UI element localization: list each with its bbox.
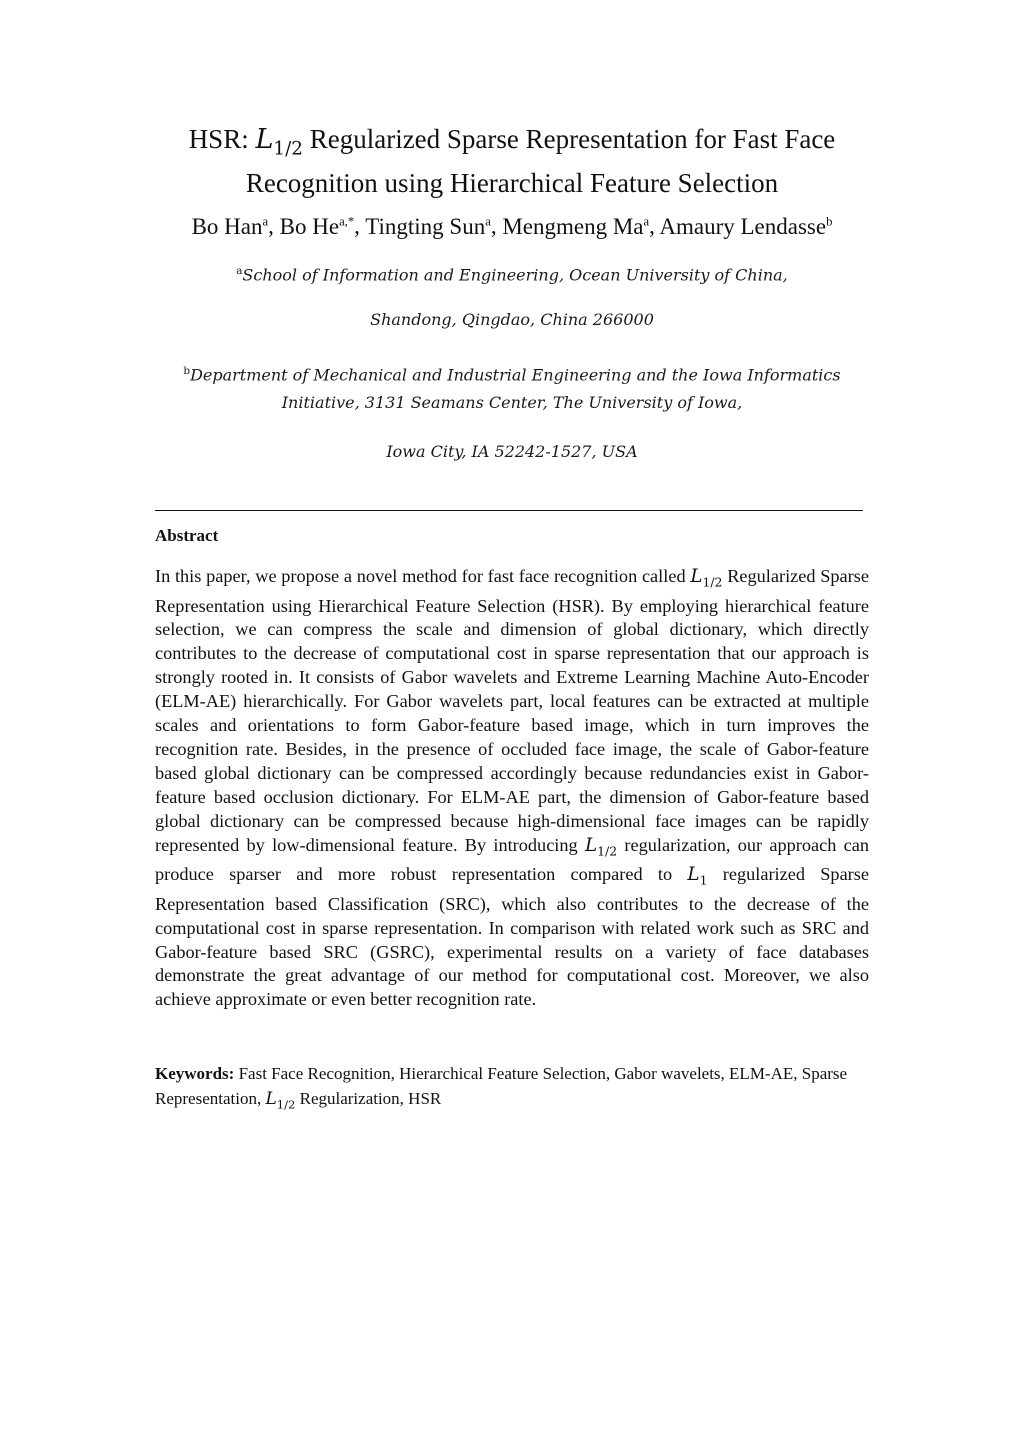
title-prefix: HSR: [188,124,256,154]
author: Bo Han$^a$ [191,213,269,239]
keywords: Keywords: Fast Face Recognition, Hierarchical Feature Selection, Gabor wavelets, ELM-AE, Sparse Representation, $L_{1/2}$ Regularization, HSR [155,1064,848,1112]
abstract-body: In this paper, we propose a novel method for fast face recognition called $L_{1/2}$ Regularized Sparse Representation using Hierarchical Feature Selection (HSR). By employing hierarchical feature selection, we can compress the scale and dimension of global dictionary, which directly contributes to the decrease of computational cost in sparse representation that our approach is strongly rooted in. It consists of Gabor wavelets and Extreme Learning Machine Auto-Encoder (ELM-AE) hierarchically. For Gabor wavelets part, local features can be extracted at multiple scales and orientations to form Gabor-feature based image, which in turn improves the recognition rate. Besides, in the presence of occluded face image, the scale of Gabor-feature based global dictionary can be compressed accordingly because redundancies exist in Gabor-feature based occlusion dictionary. For ELM-AE part, the dimension of Gabor-feature based global dictionary can be compressed because high-dimensional face images can be rapidly represented by low-dimensional feature. By introducing $L_{1/2}$ regularization, our approach can produce sparser and more robust representation compared to $L_1$ regularized Sparse Representation based Classification (SRC), which also contributes to the decrease of the computational cost in sparse representation. In comparison with related work such as SRC and Gabor-feature based SRC (GSRC), experimental results on a variety of face databases demonstrate the great advantage of our method for computational cost. Moreover, we also achieve approximate or even better recognition rate. [155,566,870,1010]
keywords-label: Keywords: [155,1064,235,1083]
title-line-2: Recognition using Hierarchical Feature Selection [245,168,779,199]
title-math: $L_{1/2}$ [255,124,303,160]
affiliation-b-line-3: Iowa City, IA 52242-1527, USA [386,442,638,461]
author: Mengmeng Ma$^a$ [502,213,650,239]
author-list: Bo Han$^a$, Bo $He^{a,*}$, Tingting Sun$^a$, Mengmeng Ma$^a$, Amaury Lendasse$^b$ [191,213,833,239]
affiliation-b-line-1: $^b$Department of Mechanical and Industrial Engineering and the Iowa Informatics [183,365,841,385]
math-l-half: $L_{1/2}$ [265,1089,296,1112]
math-l-half: $L_{1/2}$ [690,566,723,590]
author: Bo $He^{a,*}$ [279,213,355,239]
math-l-half: $L_{1/2}$ [584,834,618,859]
abstract-heading: Abstract [155,526,219,545]
affiliation-a-line-1: $^a$School of Information and Engineering, Ocean University of China, [236,265,788,285]
paper-title [100,122,924,201]
math-l-one: $L_1$ [687,864,708,888]
author: Amaury Lendasse$^b$ [659,213,833,239]
affiliation-b-line-2: Initiative, 3131 Seamans Center, The University of Iowa, [281,393,743,412]
affiliation-a-line-2: Shandong, Qingdao, China 266000 [370,310,654,329]
author: Tingting Sun$^a$ [365,213,491,239]
separator-rule [155,510,863,511]
title-rest: Regularized Sparse Representation for Fast Face [302,124,836,154]
